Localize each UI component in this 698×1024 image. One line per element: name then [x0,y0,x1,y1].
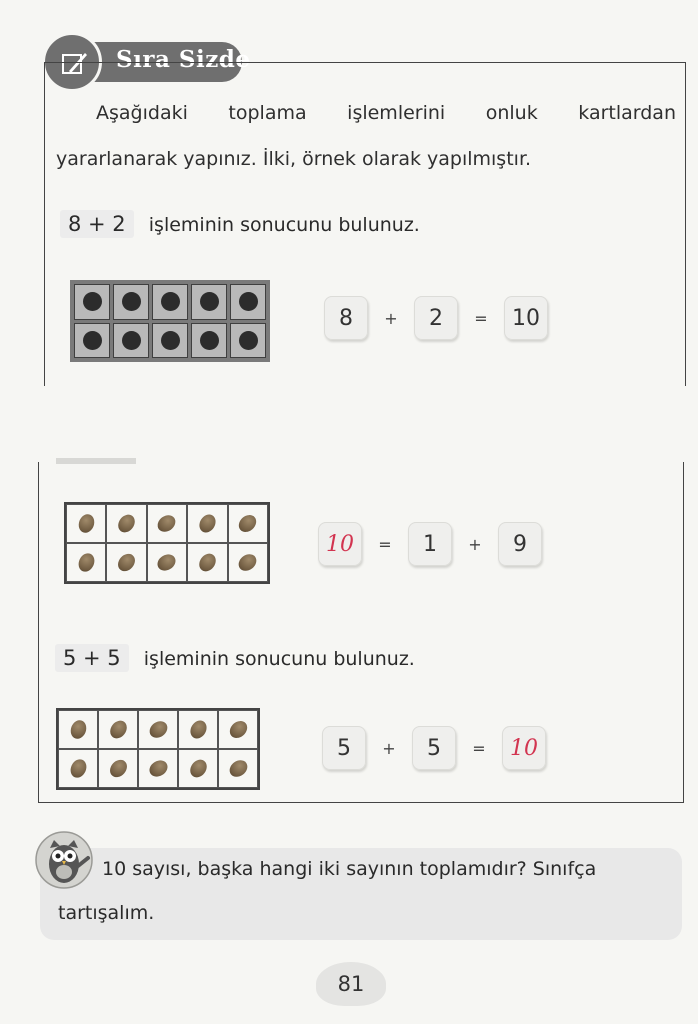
dot-counter [83,292,102,311]
operator: = [474,308,488,328]
ten-frame-cell [187,504,227,543]
ten-frame-cell [178,749,218,788]
seed-counter [68,718,89,741]
dot-counter [200,292,219,311]
seed-counter [76,512,97,535]
note-line-2: tartışalım. [58,902,155,924]
number-card: 8 [324,296,368,340]
dot-counter [239,292,258,311]
ten-frame-cell [228,504,268,543]
seed-counter [155,551,179,574]
note-line-1: 10 sayısı, başka hangi iki sayının toplamıdır? Sınıfça [102,858,597,880]
ten-frame-cell [106,504,146,543]
ten-frame-cell [138,710,178,749]
dot-counter [83,331,102,350]
page-number: 81 [337,972,365,996]
ten-frame-cell [66,504,106,543]
ten-frame-cell [218,749,258,788]
ten-frame-exercise-3 [56,708,260,790]
ten-frame-cell [191,284,227,320]
dot-counter [161,292,180,311]
ten-frame-example [70,280,270,362]
equation-exercise-2 [318,522,542,566]
task-expression: 5 + 5 [55,644,129,672]
seed-counter [146,757,170,780]
dot-counter [239,331,258,350]
ten-frame-exercise-2 [64,502,270,584]
ten-frame-cell [66,543,106,582]
answer-card[interactable]: 10 [502,726,546,770]
ten-frame-cell [98,710,138,749]
operator: = [472,738,486,758]
task-text: işleminin sonucunu bulunuz. [148,214,420,236]
ten-frame-cell [228,543,268,582]
seed-counter [155,512,179,535]
number-card: 5 [322,726,366,770]
ten-frame-cell [74,284,110,320]
ten-frame-cell [152,284,188,320]
ten-frame-cell [187,543,227,582]
seed-counter [187,717,210,741]
number-card: 1 [408,522,452,566]
page-number-badge [316,962,386,1006]
ten-frame-cell [113,284,149,320]
task-example [60,212,420,236]
dot-counter [200,331,219,350]
number-card: 5 [412,726,456,770]
seed-counter [106,717,129,741]
seed-counter [186,756,209,780]
ten-frame-cell [58,710,98,749]
task-exercise-3 [55,646,415,670]
ten-frame-cell [98,749,138,788]
ten-frame-cell [74,323,110,359]
ten-frame-cell [147,504,187,543]
seed-counter [67,757,89,781]
instruction-line-1: Aşağıdaki toplama işlemlerini onluk kartlardan [96,102,676,124]
section-title: Sıra Sizde [116,46,251,73]
ten-frame-cell [230,284,266,320]
seed-counter [226,757,250,780]
task-text: işleminin sonucunu bulunuz. [143,648,415,670]
seed-counter [226,718,250,742]
operator: + [384,308,398,328]
operator: = [378,534,392,554]
seed-counter [196,511,219,535]
number-card: 2 [414,296,458,340]
operator: + [382,738,396,758]
answer-card[interactable]: 10 [318,522,362,566]
ten-frame-cell [178,710,218,749]
ten-frame-cell [138,749,178,788]
equation-exercise-3 [322,726,546,770]
seed-counter [146,718,170,741]
dot-counter [122,331,141,350]
ten-frame-cell [218,710,258,749]
ten-frame-cell [230,323,266,359]
seed-counter [196,550,219,574]
owl-icon [34,828,98,890]
number-card: 9 [498,522,542,566]
result-card: 10 [504,296,548,340]
equation-example [324,296,548,340]
task-expression: 8 + 2 [60,210,134,238]
ten-frame-cell [191,323,227,359]
seed-counter [115,550,139,574]
operator: + [468,534,482,554]
dot-counter [122,292,141,311]
seed-counter [75,551,97,575]
seed-counter [236,512,260,536]
ten-frame-cell [106,543,146,582]
seed-counter [236,551,260,574]
ten-frame-cell [58,749,98,788]
seed-counter [106,756,130,780]
ten-frame-cell [152,323,188,359]
ten-frame-cell [113,323,149,359]
seed-counter [115,511,138,535]
instruction-line-2: yararlanarak yapınız. İlki, örnek olarak yapılmıştır. [56,148,532,170]
ten-frame-cell [147,543,187,582]
dot-counter [161,331,180,350]
